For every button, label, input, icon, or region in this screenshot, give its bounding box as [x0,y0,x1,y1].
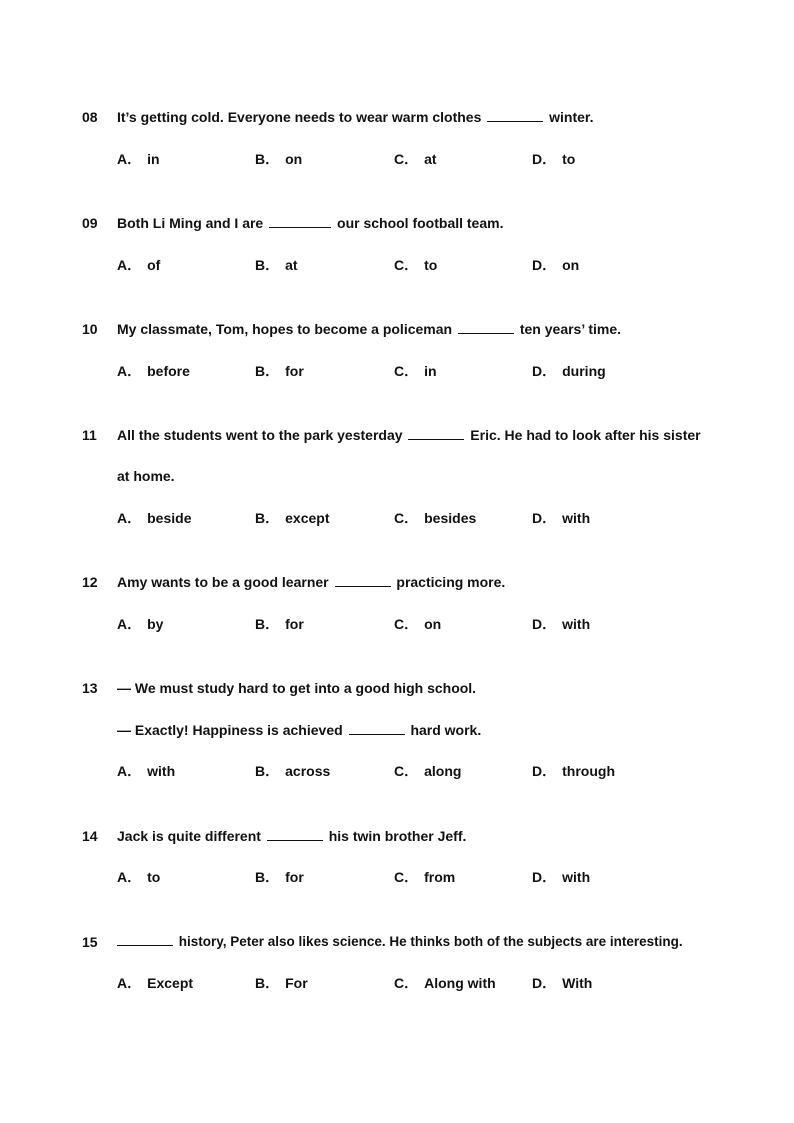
option-letter: D． [532,616,557,632]
option-letter: D． [532,363,557,379]
question-stem [117,932,717,952]
option-text: with [562,869,591,885]
option-letter: C． [394,257,419,273]
option-letter: A． [117,869,142,885]
question-stem [117,107,717,127]
option-b[interactable] [255,361,304,381]
answer-options [117,255,677,275]
question-number: 10 [82,321,98,337]
stem-text-before: All the students went to the park yesterday [117,427,403,443]
option-letter: C． [394,363,419,379]
option-text: of [147,257,161,273]
option-c[interactable] [394,614,441,634]
option-text: for [285,869,304,885]
option-b[interactable] [255,973,308,993]
option-b[interactable] [255,761,330,781]
option-a[interactable] [117,149,160,169]
option-text: except [285,510,330,526]
option-text: on [285,151,303,167]
option-d[interactable] [532,761,615,781]
question-stem: — We must study hard to get into a good high school. [117,680,477,696]
option-b[interactable] [255,255,298,275]
stem-text-after: practicing more. [396,574,506,590]
option-letter: C． [394,616,419,632]
option-letter: B． [255,257,280,273]
stem-text-before: — Exactly! Happiness is achieved [117,722,343,738]
stem-text-after: our school football team. [337,215,504,231]
option-letter: B． [255,616,280,632]
option-letter: D． [532,763,557,779]
stem-text-after: ten years’ time. [519,321,622,337]
option-a[interactable] [117,255,160,275]
option-a[interactable] [117,867,160,887]
option-text: beside [147,510,192,526]
option-letter: D． [532,151,557,167]
option-text: to [562,151,576,167]
question-stem [117,425,717,445]
option-letter: C． [394,763,419,779]
answer-options [117,761,677,781]
option-a[interactable] [117,508,191,528]
answer-blank [117,932,173,946]
option-letter: B． [255,869,280,885]
option-c[interactable] [394,973,496,993]
stem-text-after: his twin brother Jeff. [328,828,467,844]
option-text: to [147,869,161,885]
option-d[interactable] [532,255,579,275]
option-a[interactable] [117,973,193,993]
option-text: with [147,763,176,779]
answer-blank [458,320,514,334]
stem-text-before: It’s getting cold. Everyone needs to wear warm clothes [117,109,482,125]
answer-options [117,867,677,887]
option-text: by [147,616,164,632]
option-letter: A． [117,510,142,526]
option-b[interactable] [255,149,302,169]
option-b[interactable] [255,867,304,887]
option-letter: D． [532,869,557,885]
option-text: along [424,763,462,779]
option-text: besides [424,510,477,526]
question-stem [117,213,717,233]
stem-text-after: winter. [549,109,594,125]
question-number: 15 [82,934,98,950]
option-text: With [562,975,593,991]
answer-options [117,361,677,381]
answer-blank [269,214,331,228]
option-text: at [285,257,298,273]
option-d[interactable] [532,149,575,169]
question-number: 11 [82,427,97,443]
option-c[interactable] [394,149,437,169]
option-d[interactable] [532,508,590,528]
option-letter: A． [117,151,142,167]
stem-text-before: My classmate, Tom, hopes to become a policeman [117,321,453,337]
answer-blank [408,426,464,440]
option-d[interactable] [532,867,590,887]
question-number: 13 [82,680,98,696]
option-letter: C． [394,151,419,167]
option-text: before [147,363,190,379]
option-letter: C． [394,869,419,885]
option-text: to [424,257,438,273]
question-number: 08 [82,109,98,125]
option-text: during [562,363,606,379]
option-letter: C． [394,975,419,991]
option-a[interactable] [117,361,190,381]
stem-text-after: Eric. He had to look after his sister [470,427,701,443]
option-letter: D． [532,510,557,526]
option-text: through [562,763,615,779]
option-letter: A． [117,257,142,273]
option-c[interactable] [394,867,455,887]
option-letter: A． [117,975,142,991]
option-d[interactable] [532,614,590,634]
answer-blank [335,573,391,587]
question-number: 14 [82,828,98,844]
option-text: Except [147,975,194,991]
option-b[interactable] [255,614,304,634]
answer-options [117,149,677,169]
stem-text-before: Amy wants to be a good learner [117,574,329,590]
question-stem [117,319,717,339]
option-text: across [285,763,331,779]
option-letter: D． [532,975,557,991]
answer-options [117,614,677,634]
question-stem-reply [117,720,481,740]
answer-blank [487,108,543,122]
option-letter: B． [255,763,280,779]
stem-text-before: Jack is quite different [117,828,261,844]
option-letter: C． [394,510,419,526]
option-text: on [562,257,580,273]
option-a[interactable] [117,761,175,781]
option-letter: A． [117,616,142,632]
option-c[interactable] [394,508,476,528]
option-letter: A． [117,763,142,779]
option-letter: D． [532,257,557,273]
option-letter: B． [255,151,280,167]
stem-text-after: history, Peter also likes science. He thinks both of the subjects are interesting. [178,934,683,949]
stem-text-before: Both Li Ming and I are [117,215,264,231]
option-text: with [562,510,591,526]
question-stem [117,826,717,846]
question-stem-continued: at home. [117,468,175,484]
option-letter: B． [255,510,280,526]
question-stem [117,572,717,592]
answer-blank [267,827,323,841]
option-c[interactable] [394,761,461,781]
stem-text-after: hard work. [410,722,482,738]
option-d[interactable] [532,361,606,381]
option-text: Along with [424,975,496,991]
option-d[interactable] [532,973,592,993]
option-letter: B． [255,363,280,379]
option-text: for [285,616,304,632]
option-c[interactable] [394,361,437,381]
question-number: 12 [82,574,98,590]
option-b[interactable] [255,508,329,528]
question-number: 09 [82,215,98,231]
option-a[interactable] [117,614,163,634]
option-text: in [147,151,160,167]
answer-options [117,508,677,528]
answer-options [117,973,677,993]
option-text: in [424,363,437,379]
option-text: For [285,975,308,991]
option-letter: A． [117,363,142,379]
option-text: from [424,869,456,885]
option-c[interactable] [394,255,437,275]
answer-blank [349,721,405,735]
option-text: for [285,363,304,379]
option-text: on [424,616,442,632]
option-text: at [424,151,437,167]
option-letter: B． [255,975,280,991]
option-text: with [562,616,591,632]
